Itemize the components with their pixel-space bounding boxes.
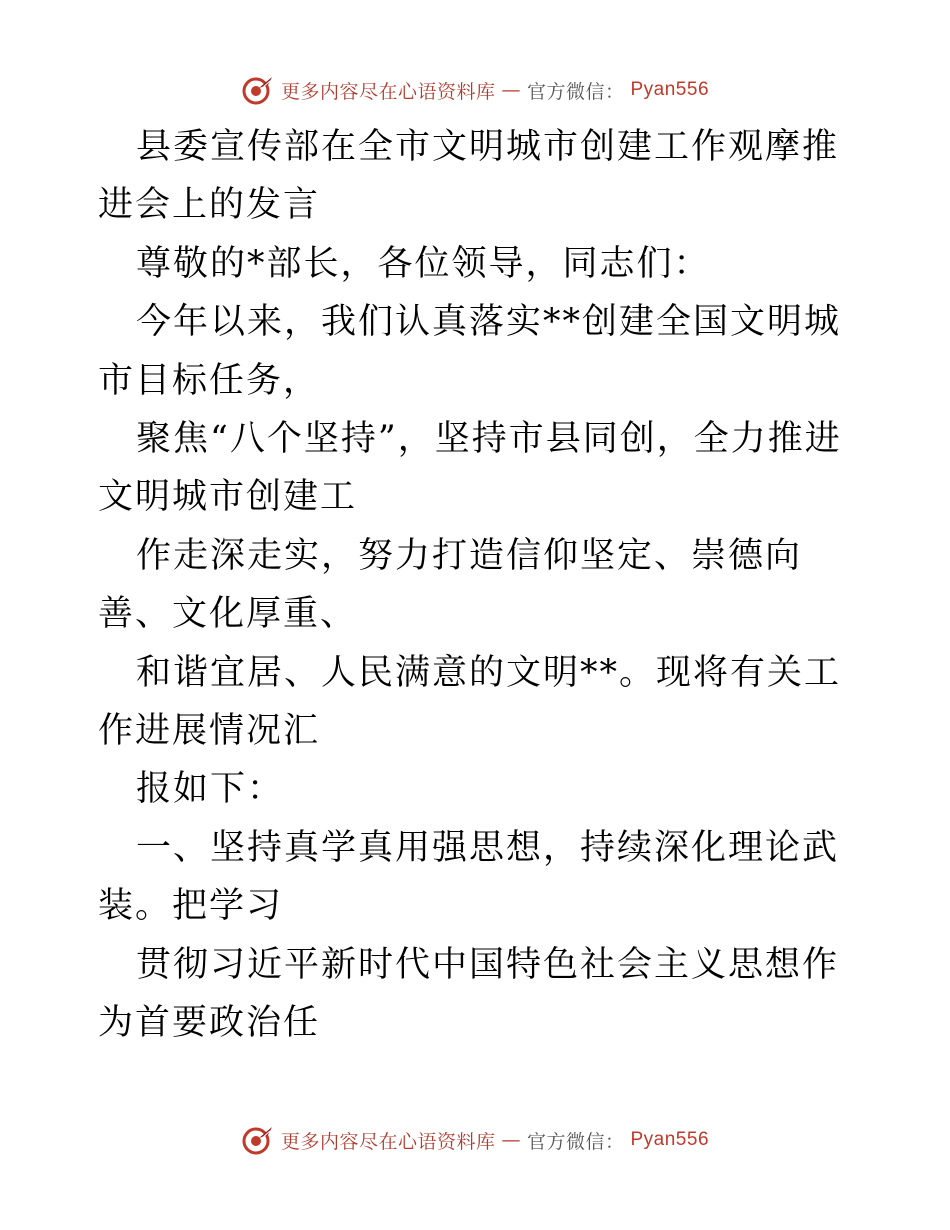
banner-wechat-label: 官方微信： [526, 1130, 625, 1153]
paragraph: 今年以来，我们认真落实**创建全国文明城市目标任务， [98, 302, 842, 401]
quill-seal-logo-icon [241, 73, 275, 107]
footer-watermark-banner [0, 1120, 950, 1160]
banner-wechat-id: Pyan556 [630, 1129, 710, 1150]
document-body [98, 118, 858, 1053]
banner-separator: — [501, 79, 521, 101]
paragraph: 一、坚持真学真用强思想，持续深化理论武装。把学习 [98, 827, 840, 927]
banner-brand-text: 更多内容尽在心语资料库 [280, 1130, 496, 1153]
paragraph: 和谐宜居、人民满意的文明**。现将有关工作进展情况汇 [98, 652, 842, 752]
paragraph: 作走深走实，努力打造信仰坚定、崇德向善、文化厚重、 [98, 535, 803, 635]
paragraph: 尊敬的*部长，各位领导，同志们： [136, 243, 711, 284]
banner-wechat-label: 官方微信： [526, 80, 625, 103]
paragraph: 报如下： [136, 769, 285, 810]
paragraph: 聚焦“八个坚持”，坚持市县同创，全力推进文明城市创建工 [98, 419, 842, 518]
document-title: 县委宣传部在全市文明城市创建工作观摩推进会上的发言 [98, 127, 840, 226]
paragraph: 贯彻习近平新时代中国特色社会主义思想作为首要政治任 [98, 944, 840, 1044]
banner-separator: — [501, 1129, 521, 1151]
quill-seal-logo-icon [241, 1123, 275, 1157]
banner-wechat-id: Pyan556 [630, 79, 710, 100]
header-watermark-banner [0, 70, 950, 110]
banner-brand-text: 更多内容尽在心语资料库 [280, 80, 496, 103]
